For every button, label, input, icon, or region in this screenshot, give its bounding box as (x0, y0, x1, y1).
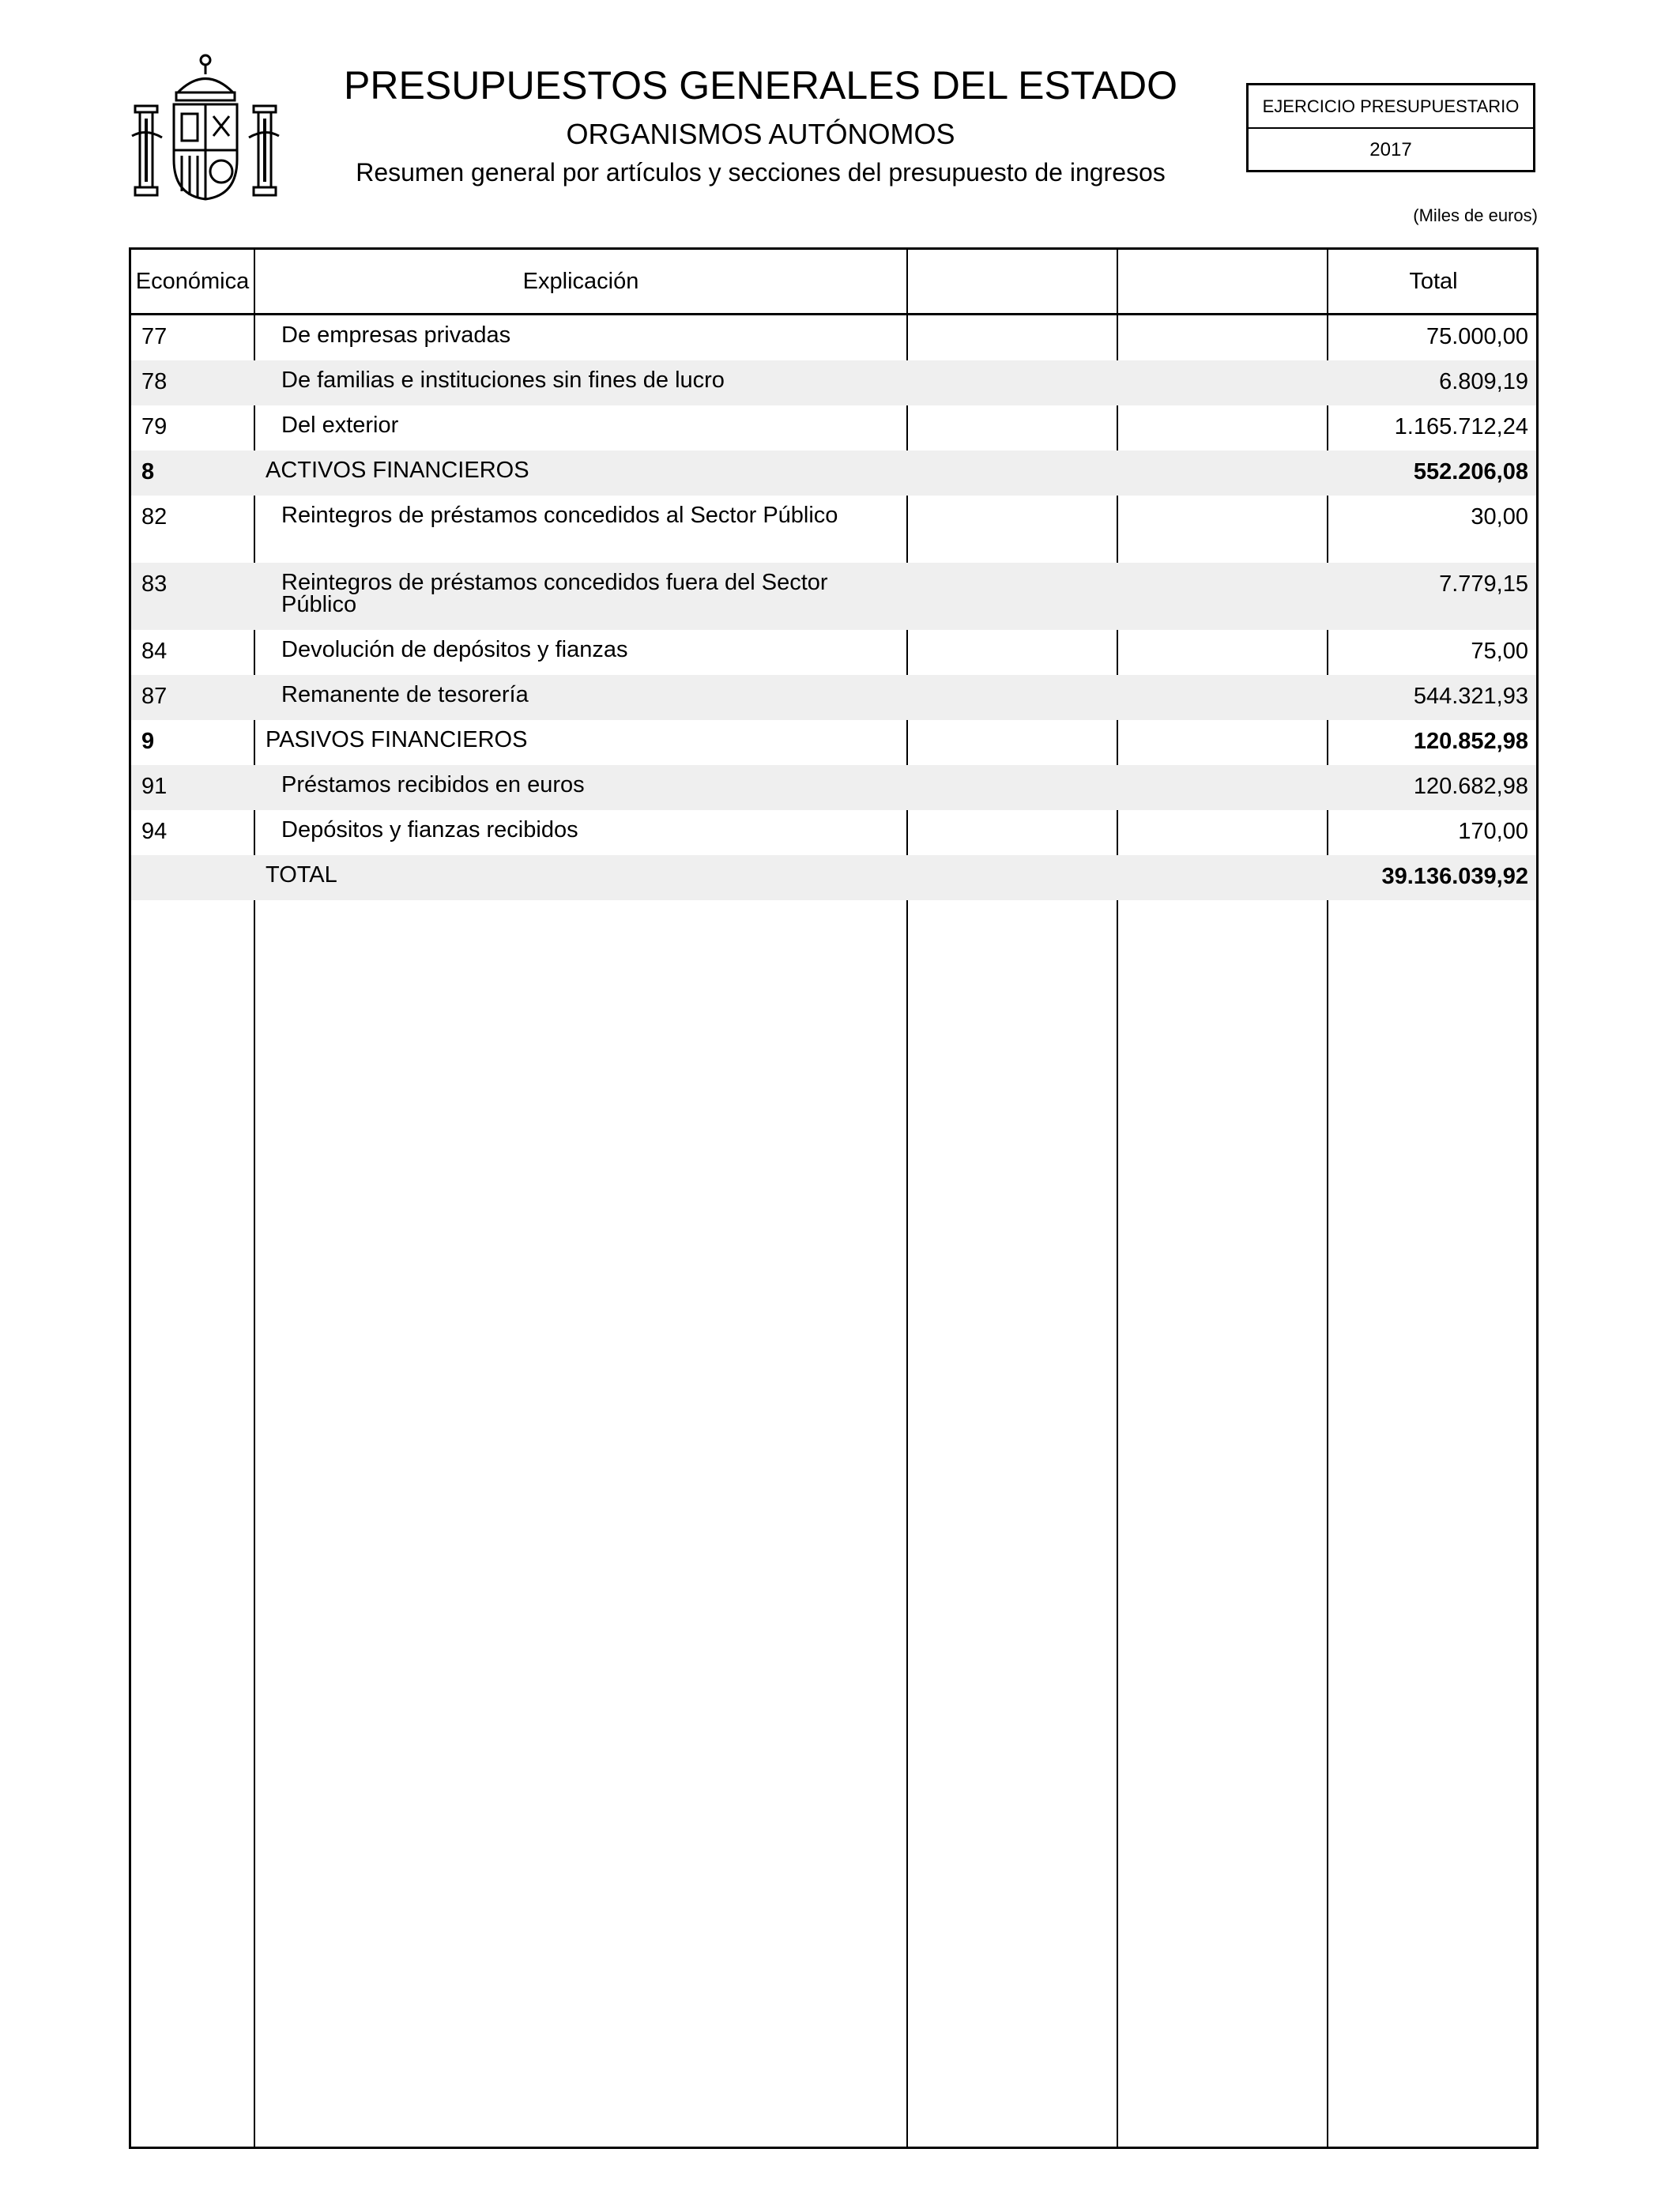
column-header-3 (908, 250, 1117, 313)
units-note: (Miles de euros) (1413, 205, 1538, 225)
row-code: 91 (141, 774, 168, 799)
column-header-economica: Económica (135, 269, 250, 294)
column-header-explicacion: Explicación (522, 269, 639, 294)
table-row (131, 315, 1536, 360)
fiscal-year-value: 2017 (1369, 139, 1412, 160)
row-total: 6.809,19 (1439, 369, 1528, 394)
row-code: 77 (141, 324, 168, 349)
page-title: PRESUPUESTOS GENERALES DEL ESTADO (344, 63, 1177, 107)
budget-table (129, 247, 1539, 2149)
row-total: 75,00 (1471, 639, 1528, 664)
row-description: ACTIVOS FINANCIEROS (266, 458, 529, 483)
row-total: 170,00 (1458, 819, 1528, 844)
row-description: Del exterior (281, 413, 399, 438)
row-total: 120.852,98 (1413, 729, 1528, 754)
row-total: 30,00 (1471, 504, 1528, 530)
row-code: 82 (141, 504, 168, 530)
column-header-4 (1118, 250, 1327, 313)
coat-of-arms-icon (130, 49, 281, 207)
row-code: 83 (141, 571, 168, 597)
row-code: 9 (141, 729, 155, 754)
table-row (131, 720, 1536, 765)
table-row (131, 563, 1536, 630)
row-description: Reintegros de préstamos concedidos fuera del Sector Público (281, 570, 828, 617)
row-description: Depósitos y fianzas recibidos (281, 817, 578, 843)
row-code: 94 (141, 819, 168, 844)
table-row (131, 360, 1536, 405)
table-row (131, 405, 1536, 450)
table-row (131, 810, 1536, 855)
row-description: PASIVOS FINANCIEROS (266, 727, 528, 752)
fiscal-year-label: EJERCICIO PRESUPUESTARIO (1249, 85, 1533, 129)
row-total: 7.779,15 (1439, 571, 1528, 597)
row-total: 75.000,00 (1426, 324, 1528, 349)
page-subtitle: ORGANISMOS AUTÓNOMOS (566, 118, 955, 150)
row-code: 87 (141, 684, 168, 709)
row-description: TOTAL (266, 862, 337, 888)
row-description: De empresas privadas (281, 322, 511, 348)
row-description: Devolución de depósitos y fianzas (281, 637, 628, 662)
table-row (131, 855, 1536, 900)
table-row (131, 765, 1536, 810)
row-description: Remanente de tesorería (281, 682, 529, 707)
row-code: 79 (141, 414, 168, 439)
row-description: De familias e instituciones sin fines de lucro (281, 368, 725, 393)
table-row (131, 630, 1536, 675)
page-description: Resumen general por artículos y secciones del presupuesto de ingresos (356, 158, 1166, 187)
row-code: 78 (141, 369, 168, 394)
row-code: 8 (141, 459, 155, 484)
row-total: 544.321,93 (1413, 684, 1528, 709)
row-total: 1.165.712,24 (1394, 414, 1528, 439)
row-total: 552.206,08 (1413, 459, 1528, 484)
row-description: Préstamos recibidos en euros (281, 772, 585, 797)
fiscal-year-box (1246, 83, 1535, 172)
table-row (131, 450, 1536, 496)
table-row (131, 496, 1536, 563)
row-total: 39.136.039,92 (1381, 864, 1528, 889)
table-row (131, 675, 1536, 720)
row-total: 120.682,98 (1413, 774, 1528, 799)
row-description: Reintegros de préstamos concedidos al Sector Público (281, 503, 838, 528)
column-header-total: Total (1409, 269, 1458, 294)
row-code: 84 (141, 639, 168, 664)
